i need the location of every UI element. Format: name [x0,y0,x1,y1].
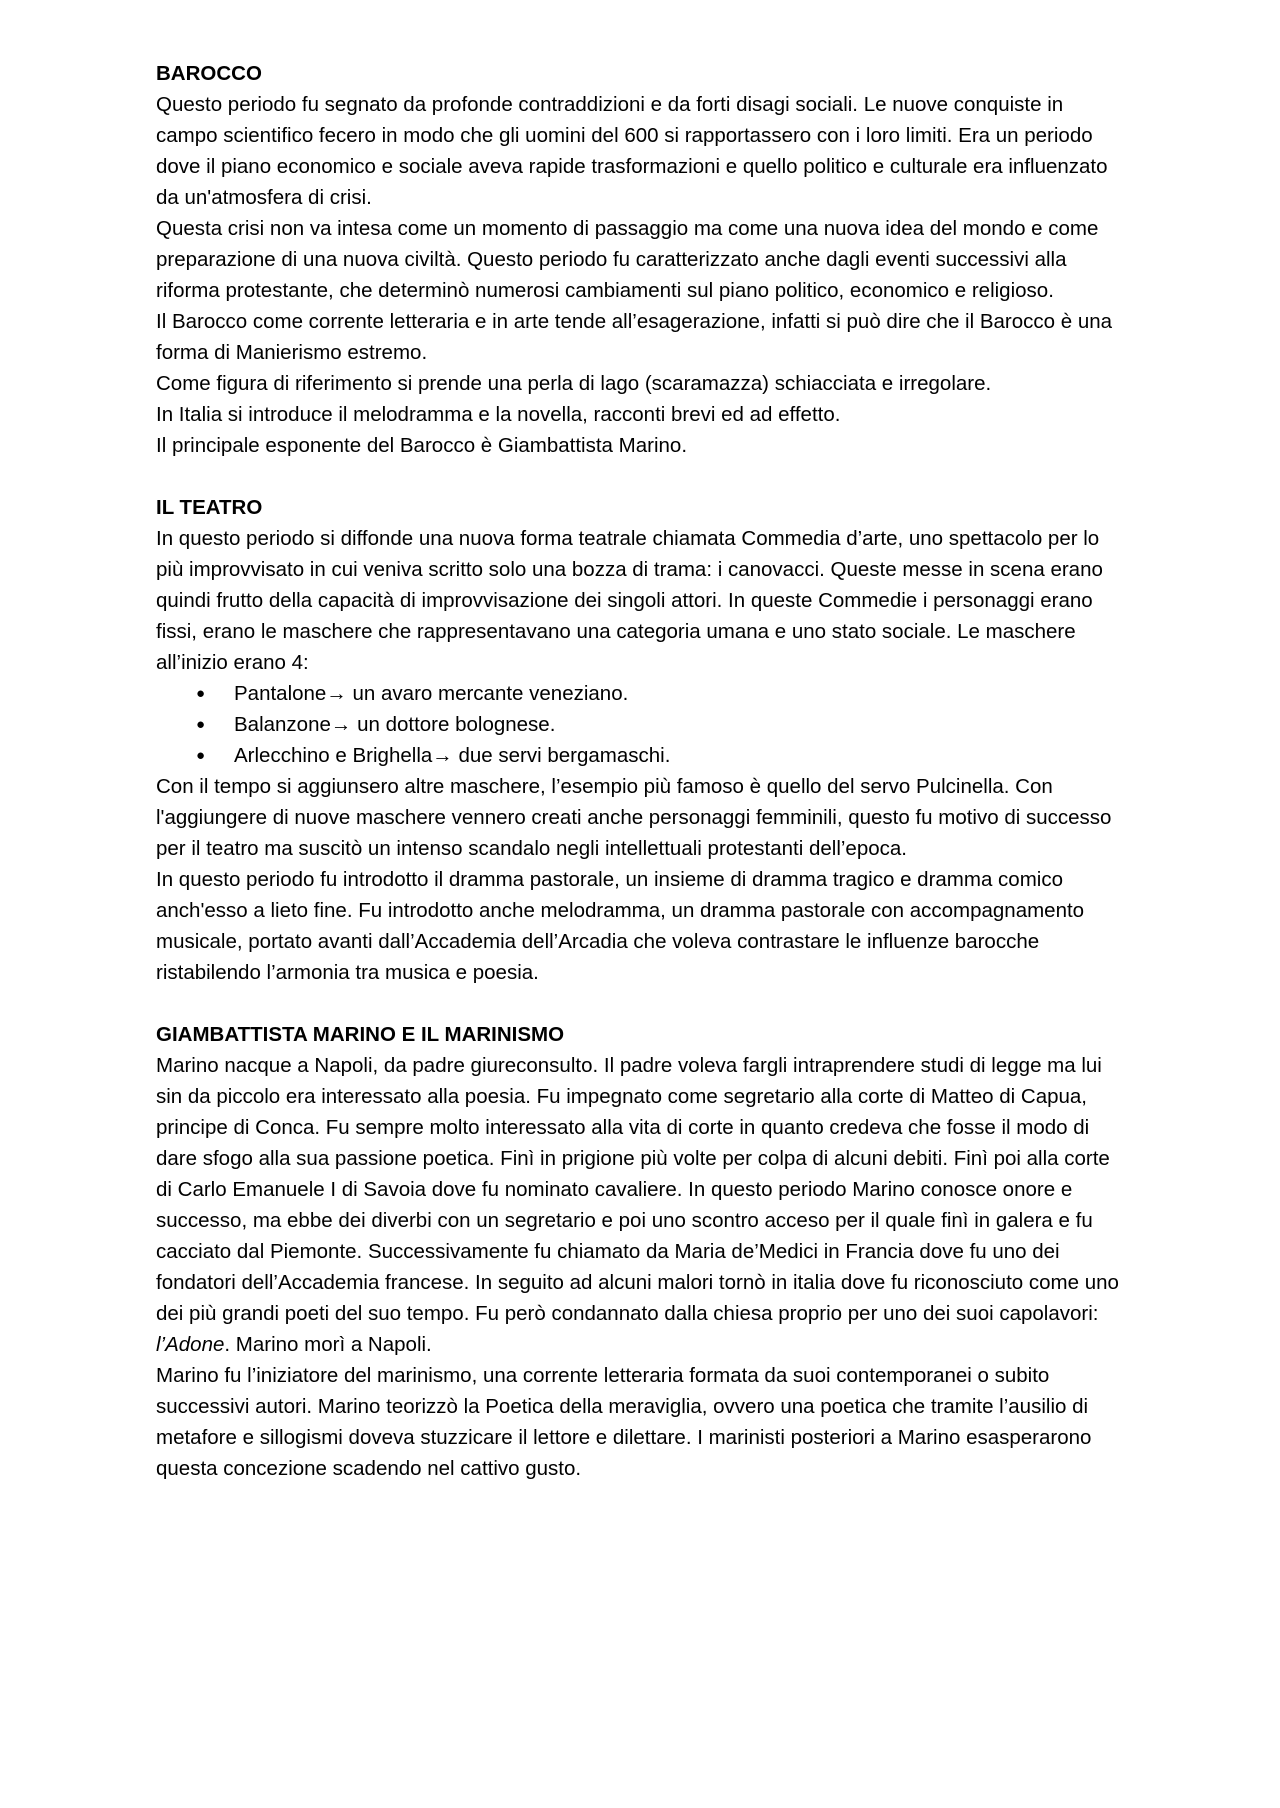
bullet-icon: ● [196,747,206,764]
paragraph: Questo periodo fu segnato da profonde contraddizioni e da forti disagi sociali. Le nuove conquiste in campo scientifico fecero in modo che gli uomini del 600 si rapportassero con i loro limiti. Era un periodo dove il piano economico e sociale aveva rapide trasformazioni e quello politico e culturale era influenzato da un'atmosfera di crisi. [156,93,1108,209]
list-item [196,709,1130,740]
paragraph: Come figura di riferimento si prende una perla di lago (scaramazza) schiacciata e irregolare. [156,372,992,395]
paragraph: In questo periodo fu introdotto il dramma pastorale, un insieme di dramma tragico e dramma comico anch'esso a lieto fine. Fu introdotto anche melodramma, un dramma pastorale con accompagnamento musicale, portato avanti dall’Accademia dell’Arcadia che voleva contrastare le influenze barocche ristabilendo l’armonia tra musica e poesia. [156,868,1085,984]
paragraph: Il Barocco come corrente letteraria e in arte tende all’esagerazione, infatti si può dire che il Barocco è una forma di Manierismo estremo. [156,310,1113,364]
paragraph: In Italia si introduce il melodramma e la novella, racconti brevi ed ad effetto. [156,403,841,426]
section-barocco [156,58,1130,461]
section-heading: BAROCCO [156,62,262,85]
paragraph-text: . Marino morì a Napoli. [224,1333,432,1356]
section-heading: GIAMBATTISTA MARINO E IL MARINISMO [156,1023,565,1046]
paragraph [156,1050,1130,1360]
masks-list [156,678,1130,771]
list-item [196,678,1130,709]
list-item-text: Balanzone→ un dottore bolognese. [234,713,556,736]
paragraph: In questo periodo si diffonde una nuova forma teatrale chiamata Commedia d’arte, uno spettacolo per lo più improvvisato in cui veniva scritto solo una bozza di trama: i canovacci. Queste messe in scena erano quindi frutto della capacità di improvvisazione dei singoli attori. In queste Commedie i personaggi erano fissi, erano le maschere che rappresentavano una categoria umana e uno stato sociale. Le maschere all’inizio erano 4: [156,527,1103,674]
list-item-text: Pantalone→ un avaro mercante veneziano. [234,682,629,705]
paragraph: Il principale esponente del Barocco è Giambattista Marino. [156,434,688,457]
paragraph: Con il tempo si aggiunsero altre maschere, l’esempio più famoso è quello del servo Pulcinella. Con l'aggiungere di nuove maschere vennero creati anche personaggi femminili, questo fu motivo di successo per il teatro ma suscitò un intenso scandalo negli intellettuali protestanti dell’epoca. [156,775,1112,860]
paragraph: Questa crisi non va intesa come un momento di passaggio ma come una nuova idea del mondo e come preparazione di una nuova civiltà. Questo periodo fu caratterizzato anche dagli eventi successivi alla riforma protestante, che determinò numerosi cambiamenti sul piano politico, economico e religioso. [156,217,1099,302]
paragraph: Marino fu l’iniziatore del marinismo, una corrente letteraria formata da suoi contemporanei o subito successivi autori. Marino teorizzò la Poetica della meraviglia, ovvero una poetica che tramite l’ausilio di metafore e sillogismi doveva stuzzicare il lettore e dilettare. I marinisti posteriori a Marino esasperarono questa concezione scadendo nel cattivo gusto. [156,1364,1092,1480]
section-heading: IL TEATRO [156,496,263,519]
list-item [196,740,1130,771]
list-item-text: Arlecchino e Brighella→ due servi bergamaschi. [234,744,671,767]
bullet-icon: ● [196,685,206,702]
section-marino [156,1019,1130,1484]
section-teatro [156,492,1130,988]
bullet-icon: ● [196,716,206,733]
paragraph-text: Marino nacque a Napoli, da padre giureconsulto. Il padre voleva fargli intraprendere studi di legge ma lui sin da piccolo era interessato alla poesia. Fu impegnato come segretario alla corte di Matteo di Capua, principe di Conca. Fu sempre molto interessato alla vita di corte in quanto credeva che fosse il modo di dare sfogo alla sua passione poetica. Finì in prigione più volte per colpa di alcuni debiti. Finì poi alla corte di Carlo Emanuele I di Savoia dove fu nominato cavaliere. In questo periodo Marino conosce onore e successo, ma ebbe dei diverbi con un segretario e poi uno scontro acceso per il quale finì in galera e fu cacciato dal Piemonte. Successivamente fu chiamato da Maria de’Medici in Francia dove fu uno dei fondatori dell’Accademia francese. In seguito ad alcuni malori tornò in italia dove fu riconosciuto come uno dei più grandi poeti del suo tempo. Fu però condannato dalla chiesa proprio per uno dei suoi capolavori: [156,1054,1119,1325]
work-title: l’Adone [156,1333,225,1356]
